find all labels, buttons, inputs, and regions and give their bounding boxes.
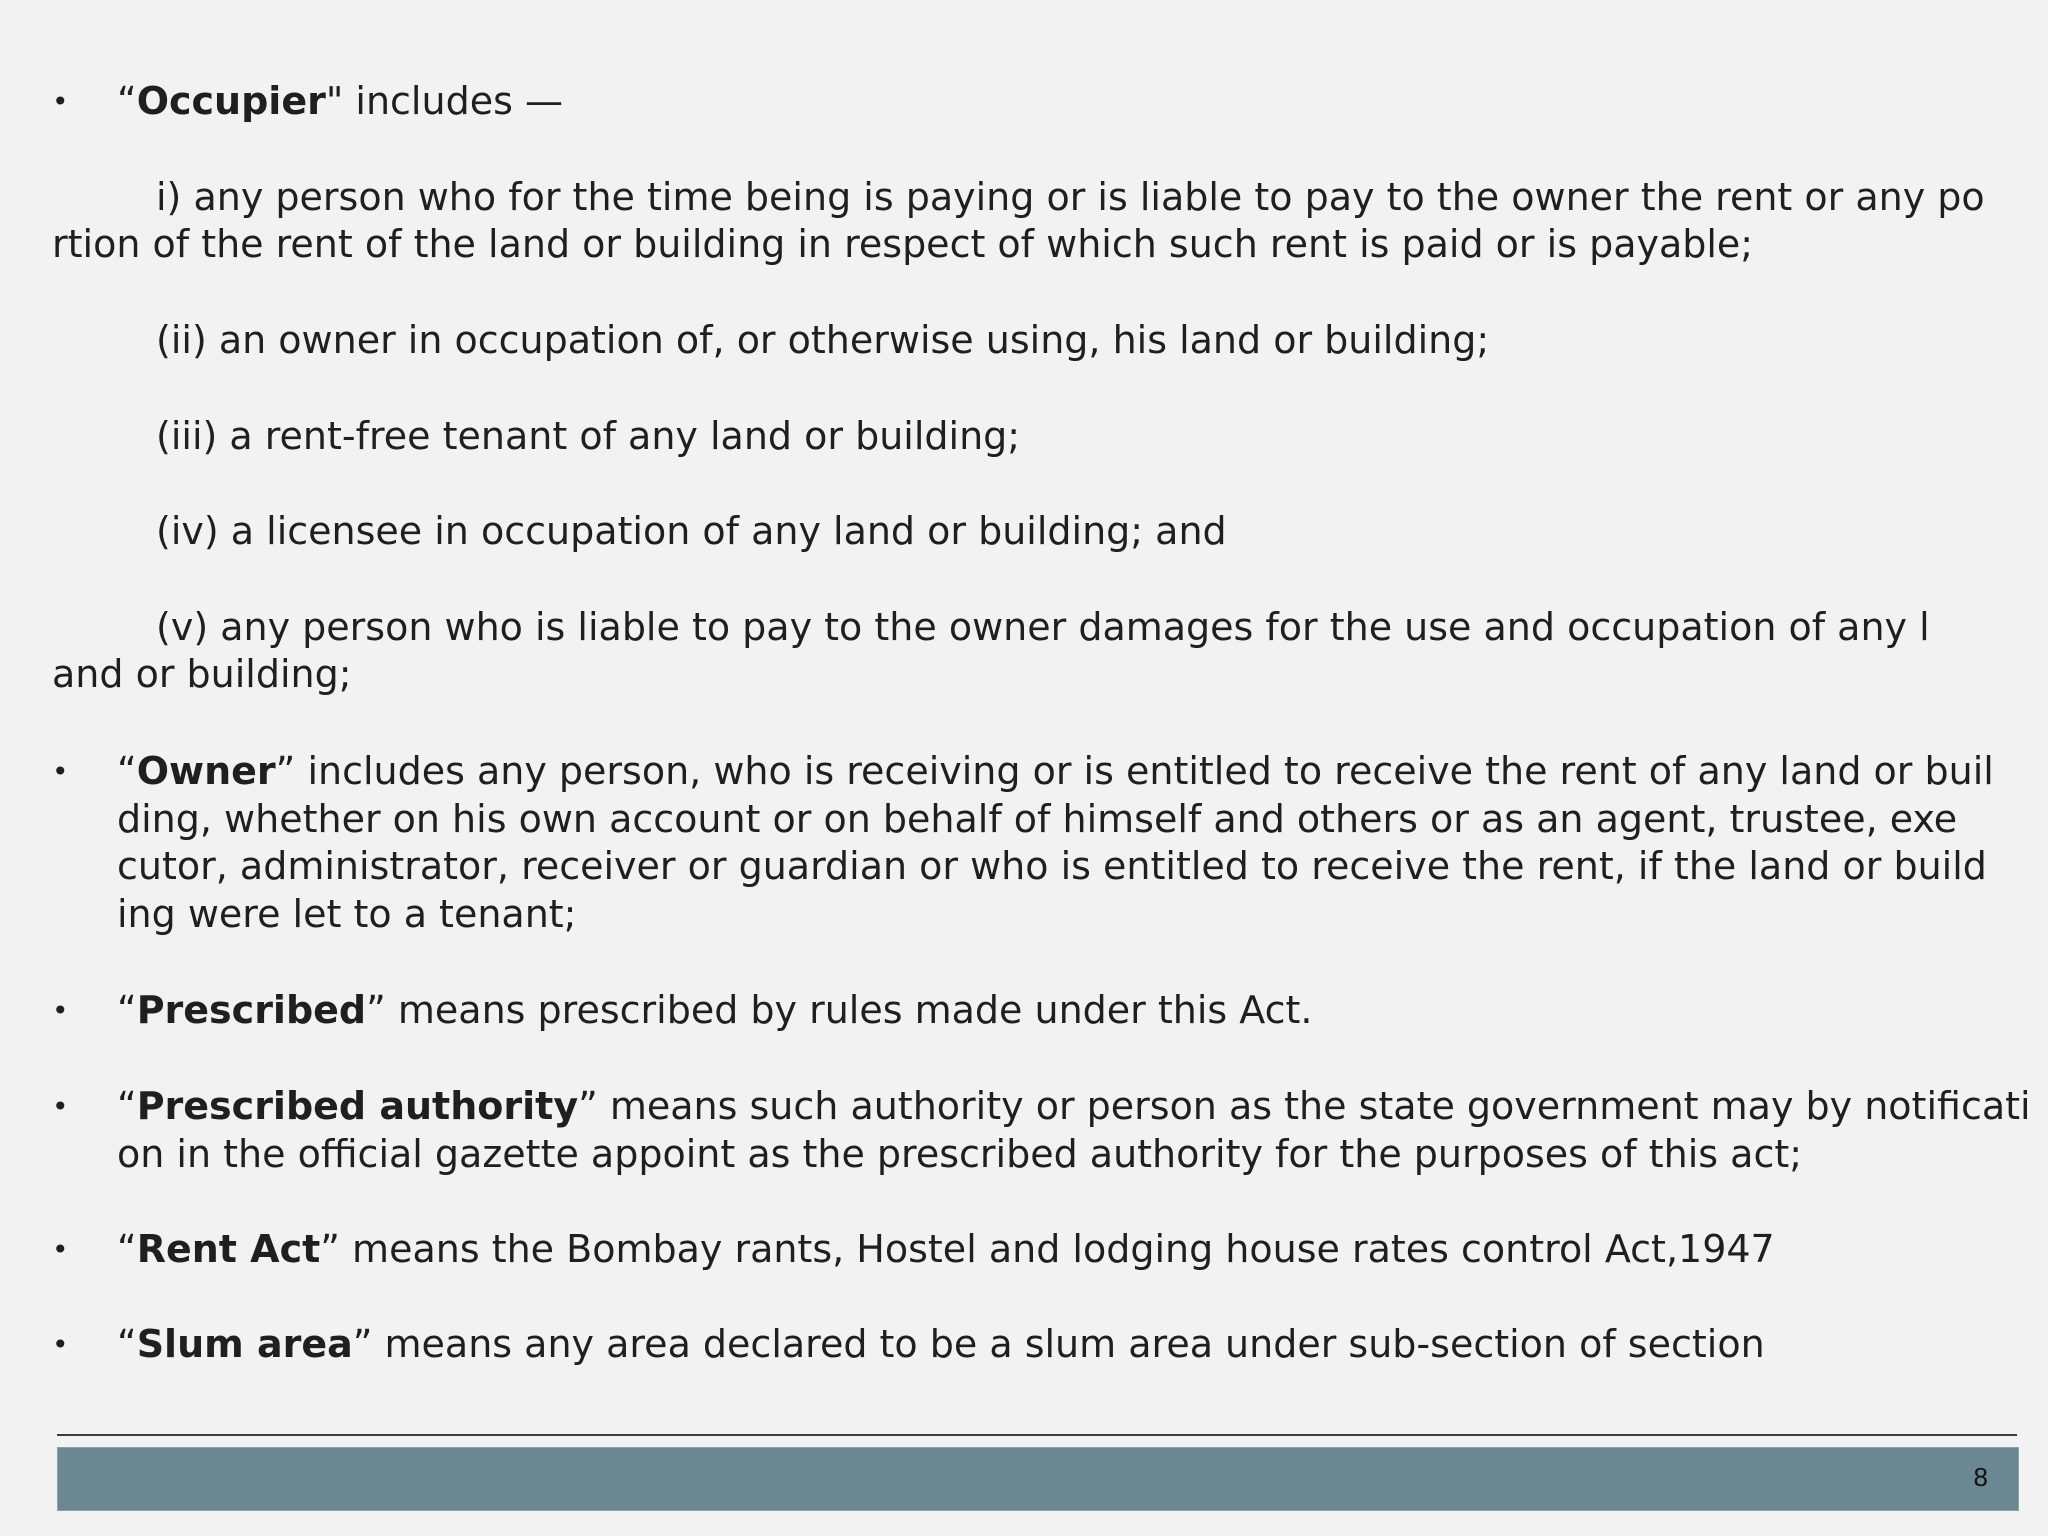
page-number: 8 (1973, 1462, 1988, 1492)
quote-open: “ (117, 1227, 137, 1271)
quote-close: ” (352, 1322, 373, 1366)
occupier-intro: " includes — (325, 79, 563, 123)
quote-close: ” (366, 988, 386, 1032)
owner-line2: ding, whether on his own account or on behalf of himself and others or as an agent, trustee, exe (117, 796, 1958, 841)
bullet-dot: • (52, 85, 69, 118)
bullet-dot: • (52, 1328, 69, 1361)
occupier-item-iii (156, 413, 1020, 461)
occupier-item-ii (156, 317, 1489, 365)
occupier-item-ii-line1: (ii) an owner in occupation of, or otherwise using, his land or building; (156, 318, 1490, 362)
occupier-item-iv-line1: (iv) a licensee in occupation of any land or building; and (156, 509, 1227, 553)
bullet-dot: • (52, 755, 69, 788)
definition-prescribed-authority (117, 1083, 2031, 1178)
occupier-item-i (156, 174, 1985, 222)
quote-open: “ (117, 1084, 137, 1128)
prescribed-authority-line1: means such authority or person as the state government may by notificati (597, 1084, 2031, 1128)
owner-line1: includes any person, who is receiving or is entitled to receive the rent of any land or buil (295, 749, 1994, 793)
occupier-item-iii-line1: (iii) a rent-free tenant of any land or building; (156, 414, 1021, 458)
occupier-item-iv (156, 508, 1227, 556)
occupier-item-v-line2: and or building; (52, 652, 352, 696)
prescribed-authority-line2: on in the official gazette appoint as the prescribed authority for the purposes of this act; (117, 1131, 1803, 1176)
term-slum-area: Slum area (136, 1322, 353, 1366)
occupier-item-v (156, 604, 1930, 652)
occupier-item-i-line1: i) any person who for the time being is paying or is liable to pay to the owner the rent or any po (156, 175, 1985, 219)
definition-prescribed (117, 987, 1313, 1035)
quote-open: “ (117, 1322, 137, 1366)
term-occupier: Occupier (136, 79, 326, 123)
quote-open: “ (117, 988, 137, 1032)
owner-line3: cutor, administrator, receiver or guardian or who is entitled to receive the rent, if the land or build (117, 844, 1987, 888)
slum-area-text: means any area declared to be a slum area under sub-section of section (372, 1322, 1765, 1366)
term-prescribed: Prescribed (136, 988, 367, 1032)
owner-line4: ing were let to a tenant; (117, 891, 577, 936)
quote-close: ” (320, 1227, 340, 1271)
footer-bar (57, 1447, 2019, 1511)
term-rent-act: Rent Act (136, 1227, 321, 1271)
prescribed-text: means prescribed by rules made under this Act. (385, 988, 1313, 1032)
rent-act-text: means the Bombay rants, Hostel and lodging house rates control Act,1947 (339, 1227, 1775, 1271)
occupier-item-v-line1: (v) any person who is liable to pay to the owner damages for the use and occupation of any l (156, 605, 1930, 649)
footer-divider (57, 1434, 2017, 1436)
occupier-item-i-cont (52, 221, 1753, 269)
term-owner: Owner (136, 749, 276, 793)
definition-owner (117, 748, 1994, 938)
occupier-item-i-line2: rtion of the rent of the land or building in respect of which such rent is paid or is payable; (52, 222, 1754, 266)
occupier-item-v-cont (52, 651, 352, 699)
definition-slum-area (117, 1321, 1765, 1369)
definition-occupier (117, 78, 563, 126)
definition-rent-act (117, 1226, 1775, 1274)
quote-close: ” (275, 749, 296, 793)
bullet-dot: • (52, 1090, 69, 1123)
term-prescribed-authority: Prescribed authority (136, 1084, 579, 1128)
bullet-dot: • (52, 994, 69, 1027)
quote-open: “ (117, 79, 137, 123)
quote-close: ” (578, 1084, 598, 1128)
bullet-dot: • (52, 1233, 69, 1266)
quote-open: “ (117, 749, 137, 793)
